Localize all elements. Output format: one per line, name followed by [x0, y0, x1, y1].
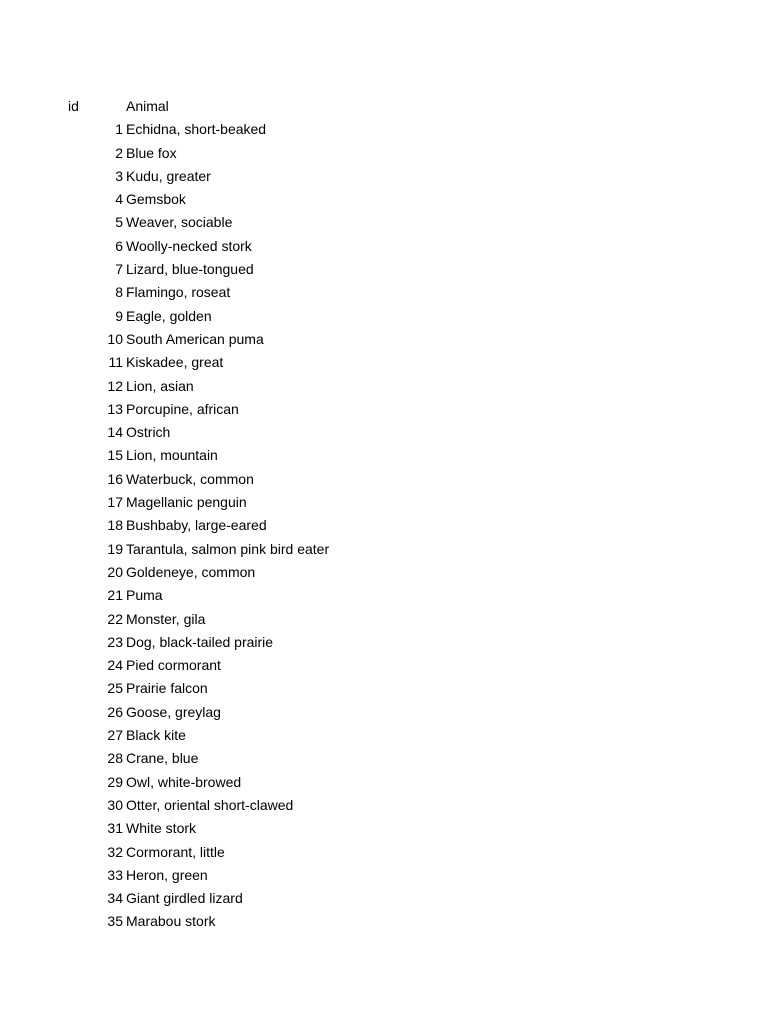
table-row — [68, 817, 668, 840]
row-id: 15 — [107, 447, 123, 464]
table-row — [68, 538, 668, 561]
row-animal: South American puma — [126, 330, 264, 347]
table-body — [68, 118, 668, 933]
row-animal: Monster, gila — [126, 610, 206, 627]
table-row — [68, 118, 668, 141]
row-animal: Porcupine, african — [126, 400, 239, 417]
row-animal: Dog, black-tailed prairie — [126, 633, 274, 650]
row-animal: Magellanic penguin — [126, 494, 247, 511]
row-id: 17 — [107, 494, 123, 511]
table-row — [68, 281, 668, 304]
table-row — [68, 887, 668, 910]
row-id: 26 — [107, 703, 123, 720]
table-row — [68, 468, 668, 491]
row-id: 12 — [107, 377, 123, 394]
row-animal: Cormorant, little — [126, 843, 225, 860]
row-id: 4 — [115, 191, 123, 208]
table-row — [68, 561, 668, 584]
table-row — [68, 724, 668, 747]
table-row — [68, 188, 668, 211]
table-row — [68, 747, 668, 770]
row-id: 20 — [107, 563, 123, 580]
row-animal: Owl, white-browed — [126, 773, 242, 790]
row-animal: Crane, blue — [126, 750, 199, 767]
animal-table — [68, 95, 668, 934]
row-animal: Black kite — [126, 727, 186, 744]
row-id: 22 — [107, 610, 123, 627]
row-id: 24 — [107, 657, 123, 674]
row-animal: Ostrich — [126, 424, 171, 441]
row-animal: Kudu, greater — [126, 167, 211, 184]
row-id: 11 — [108, 354, 123, 371]
row-id: 10 — [107, 330, 123, 347]
table-row — [68, 398, 668, 421]
table-header-row — [68, 95, 668, 118]
row-animal: Flamingo, roseat — [126, 284, 231, 301]
row-id: 33 — [107, 866, 123, 883]
row-id: 29 — [107, 773, 123, 790]
row-id: 21 — [107, 587, 123, 604]
row-animal: Echidna, short-beaked — [126, 121, 267, 138]
table-row — [68, 514, 668, 537]
table-row — [68, 421, 668, 444]
table-row — [68, 444, 668, 467]
row-id: 2 — [115, 144, 123, 161]
table-row — [68, 864, 668, 887]
row-animal: Prairie falcon — [126, 680, 208, 697]
row-animal: Goldeneye, common — [126, 563, 256, 580]
table-row — [68, 235, 668, 258]
table-row — [68, 165, 668, 188]
table-row — [68, 584, 668, 607]
header-animal: Animal — [126, 98, 169, 114]
row-animal: Giant girdled lizard — [126, 890, 243, 907]
table-row — [68, 701, 668, 724]
row-id: 28 — [107, 750, 123, 767]
table-row — [68, 794, 668, 817]
row-id: 9 — [115, 307, 123, 324]
table-row — [68, 608, 668, 631]
table-row — [68, 910, 668, 933]
row-id: 16 — [107, 470, 123, 487]
row-animal: Puma — [126, 587, 163, 604]
table-row — [68, 142, 668, 165]
table-row — [68, 258, 668, 281]
row-animal: Marabou stork — [126, 913, 216, 930]
row-id: 6 — [115, 237, 123, 254]
row-id: 18 — [107, 517, 123, 534]
row-animal: Lion, mountain — [126, 447, 218, 464]
row-animal: Otter, oriental short-clawed — [126, 796, 294, 813]
row-id: 35 — [107, 913, 123, 930]
row-animal: Pied cormorant — [126, 657, 221, 674]
table-row — [68, 654, 668, 677]
row-id: 30 — [107, 796, 123, 813]
row-id: 31 — [107, 820, 123, 837]
row-id: 1 — [115, 121, 123, 138]
row-animal: Eagle, golden — [126, 307, 212, 324]
table-row — [68, 305, 668, 328]
table-row — [68, 351, 668, 374]
row-animal: Woolly-necked stork — [126, 237, 252, 254]
table-row — [68, 841, 668, 864]
row-animal: Bushbaby, large-eared — [126, 517, 267, 534]
row-animal: Waterbuck, common — [126, 470, 254, 487]
row-animal: Weaver, sociable — [126, 214, 233, 231]
row-id: 19 — [107, 540, 123, 557]
row-animal: White stork — [126, 820, 197, 837]
row-animal: Blue fox — [126, 144, 177, 161]
table-row — [68, 677, 668, 700]
row-id: 25 — [107, 680, 123, 697]
row-animal: Lion, asian — [126, 377, 194, 394]
row-animal: Heron, green — [126, 866, 208, 883]
table-row — [68, 771, 668, 794]
row-id: 5 — [115, 214, 123, 231]
row-id: 13 — [107, 400, 123, 417]
row-animal: Lizard, blue-tongued — [126, 261, 254, 278]
row-id: 8 — [115, 284, 123, 301]
row-animal: Goose, greylag — [126, 703, 221, 720]
row-id: 14 — [107, 424, 123, 441]
header-id: id — [68, 98, 79, 114]
table-row — [68, 211, 668, 234]
row-animal: Kiskadee, great — [126, 354, 224, 371]
row-id: 32 — [107, 843, 123, 860]
table-row — [68, 631, 668, 654]
row-id: 23 — [107, 633, 123, 650]
table-row — [68, 491, 668, 514]
row-id: 27 — [107, 727, 123, 744]
row-id: 34 — [107, 890, 123, 907]
table-row — [68, 328, 668, 351]
row-id: 7 — [115, 261, 123, 278]
row-animal: Tarantula, salmon pink bird eater — [126, 540, 330, 557]
row-animal: Gemsbok — [126, 191, 186, 208]
table-row — [68, 375, 668, 398]
row-id: 3 — [115, 167, 123, 184]
